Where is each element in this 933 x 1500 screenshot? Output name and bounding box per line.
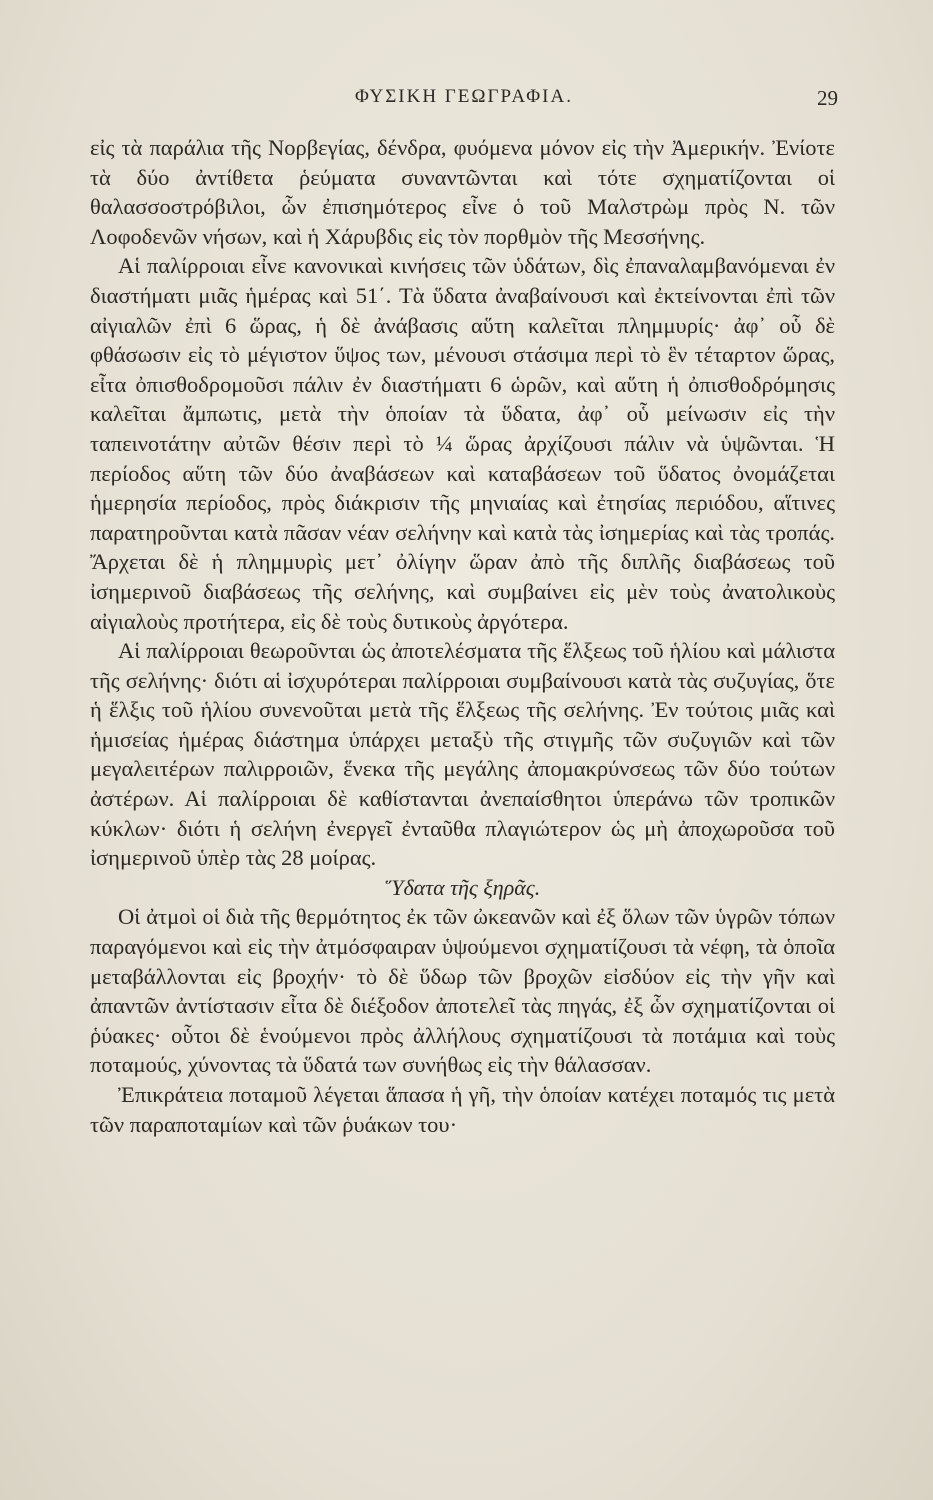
running-head: ΦΥΣΙΚΗ ΓΕΩΓΡΑΦΙΑ. <box>355 86 573 107</box>
paragraph: εἰς τὰ παράλια τῆς Νορβεγίας, δένδρα, φυόμενα μόνον εἰς τὴν Ἀμερικήν. Ἐνίοτε τὰ δύο ἀντίθετα ῥεύματα συναντῶνται καὶ τότε σχηματίζονται οἱ θαλασσοστρόβιλοι, ὧν ἐπισημότερος εἶνε ὁ τοῦ Μαλστρὼμ πρὸς Ν. τῶν Λοφοδενῶν νήσων, καὶ ἡ Χάρυβδις εἰς τὸν πορθμὸν τῆς Μεσσήνης. <box>90 135 835 249</box>
paragraph: Οἱ ἀτμοὶ οἱ διὰ τῆς θερμότητος ἐκ τῶν ὠκεανῶν καὶ ἐξ ὅλων τῶν ὑγρῶν τόπων παραγόμενοι καὶ εἰς τὴν ἀτμόσφαιραν ὑψούμενοι σχηματίζουσι τὰ νέφη, τὰ ὁποῖα μεταβάλλονται εἰς βροχήν· τὸ δὲ ὕδωρ τῶν βροχῶν εἰσδύον εἰς τὴν γῆν καὶ ἀπαντῶν ἀντίστασιν εἶτα δὲ διέξοδον ἀποτελεῖ τὰς πηγάς, ἐξ ὧν σχηματίζονται οἱ ῥύακες· οὗτοι δὲ ἑνούμενοι πρὸς ἀλλήλους σχηματίζουσι τὰ ποτάμια καὶ τοὺς ποταμούς, χύνοντας τὰ ὕδατά των συνήθως εἰς τὴν θάλασσαν. <box>90 904 835 1078</box>
page-header <box>90 86 838 126</box>
paragraph: Αἱ παλίρροιαι θεωροῦνται ὡς ἀποτελέσματα τῆς ἕλξεως τοῦ ἡλίου καὶ μάλιστα τῆς σελήνης· διότι αἱ ἰσχυρότεραι παλίρροιαι συμβαίνουσι κατὰ τὰς συζυγίας, ὅτε ἡ ἕλξις τοῦ ἡλίου συνενοῦται μετὰ τῆς ἕλξεως τῆς σελήνης. Ἐν τούτοις μιᾶς καὶ ἡμισείας ἡμέρας διάστημα ὑπάρχει μεταξὺ τῆς στιγμῆς τῶν συζυγιῶν καὶ τῶν μεγαλειτέρων παλιρροιῶν, ἕνεκα τῆς μεγάλης ἀπομακρύνσεως τῶν δύο τούτων ἀστέρων. Αἱ παλίρροιαι δὲ καθίστανται ἀνεπαίσθητοι ὑπεράνω τῶν τροπικῶν κύκλων· διότι ἡ σελήνη ἐνεργεῖ ἐνταῦθα πλαγιώτερον ὡς μὴ ἀποχωροῦσα τοῦ ἰσημερινοῦ ὑπὲρ τὰς 28 μοίρας. <box>90 638 835 871</box>
body-text <box>90 133 835 1139</box>
section-heading: Ὕδατα τῆς ξηρᾶς. <box>384 874 541 900</box>
page-number: 29 <box>817 86 838 110</box>
paragraph: Αἱ παλίρροιαι εἶνε κανονικαὶ κινήσεις τῶν ὑδάτων, δὶς ἐπαναλαμβανόμεναι ἐν διαστήματι μιᾶς ἡμέρας καὶ 51΄. Τὰ ὕδατα ἀναβαίνουσι καὶ ἐκτείνονται ἐπὶ τῶν αἰγιαλῶν ἐπὶ 6 ὥρας, ἡ δὲ ἀνάβασις αὕτη καλεῖται πλημμυρίς· ἀφ᾽ οὗ δὲ φθάσωσιν εἰς τὸ μέγιστον ὕψος των, μένουσι στάσιμα περὶ τὸ ἓν τέταρτον ὥρας, εἶτα ὀπισθοδρομοῦσι πάλιν ἐν διαστήματι 6 ὡρῶν, καὶ αὕτη ἡ ὀπισθοδρόμησις καλεῖται ἄμπωτις, μετὰ τὴν ὁποίαν τὰ ὕδατα, ἀφ᾽ οὗ μείνωσιν εἰς τὴν ταπεινοτάτην αὐτῶν θέσιν περὶ τὸ ¼ ὥρας ἀρχίζουσι πάλιν νὰ ὑψῶνται. Ἡ περίοδος αὕτη τῶν δύο ἀναβάσεων καὶ καταβάσεων τοῦ ὕδατος ὀνομάζεται ἡμερησία περίοδος, πρὸς διάκρισιν τῆς μηνιαίας καὶ ἐτησίας περιόδου, αἵτινες παρατηροῦνται κατὰ πᾶσαν νέαν σελήνην καὶ κατὰ τὰς ἰσημερίας καὶ τὰς τροπάς. Ἄρχεται δὲ ἡ πλημμυρὶς μετ᾽ ὀλίγην ὥραν ἀπὸ τῆς διπλῆς διαβάσεως τοῦ ἰσημερινοῦ διαβάσεως τῆς σελήνης, καὶ συμβαίνει εἰς μὲν τοὺς ἀνατολικοὺς αἰγιαλοὺς προτήτερα, εἰς δὲ τοὺς δυτικοὺς ἀργότερα. <box>90 253 835 634</box>
paragraph: Ἐπικράτεια ποταμοῦ λέγεται ἅπασα ἡ γῆ, τὴν ὁποίαν κατέχει ποταμός τις μετὰ τῶν παραποταμίων καὶ τῶν ῥυάκων του· <box>90 1082 835 1137</box>
